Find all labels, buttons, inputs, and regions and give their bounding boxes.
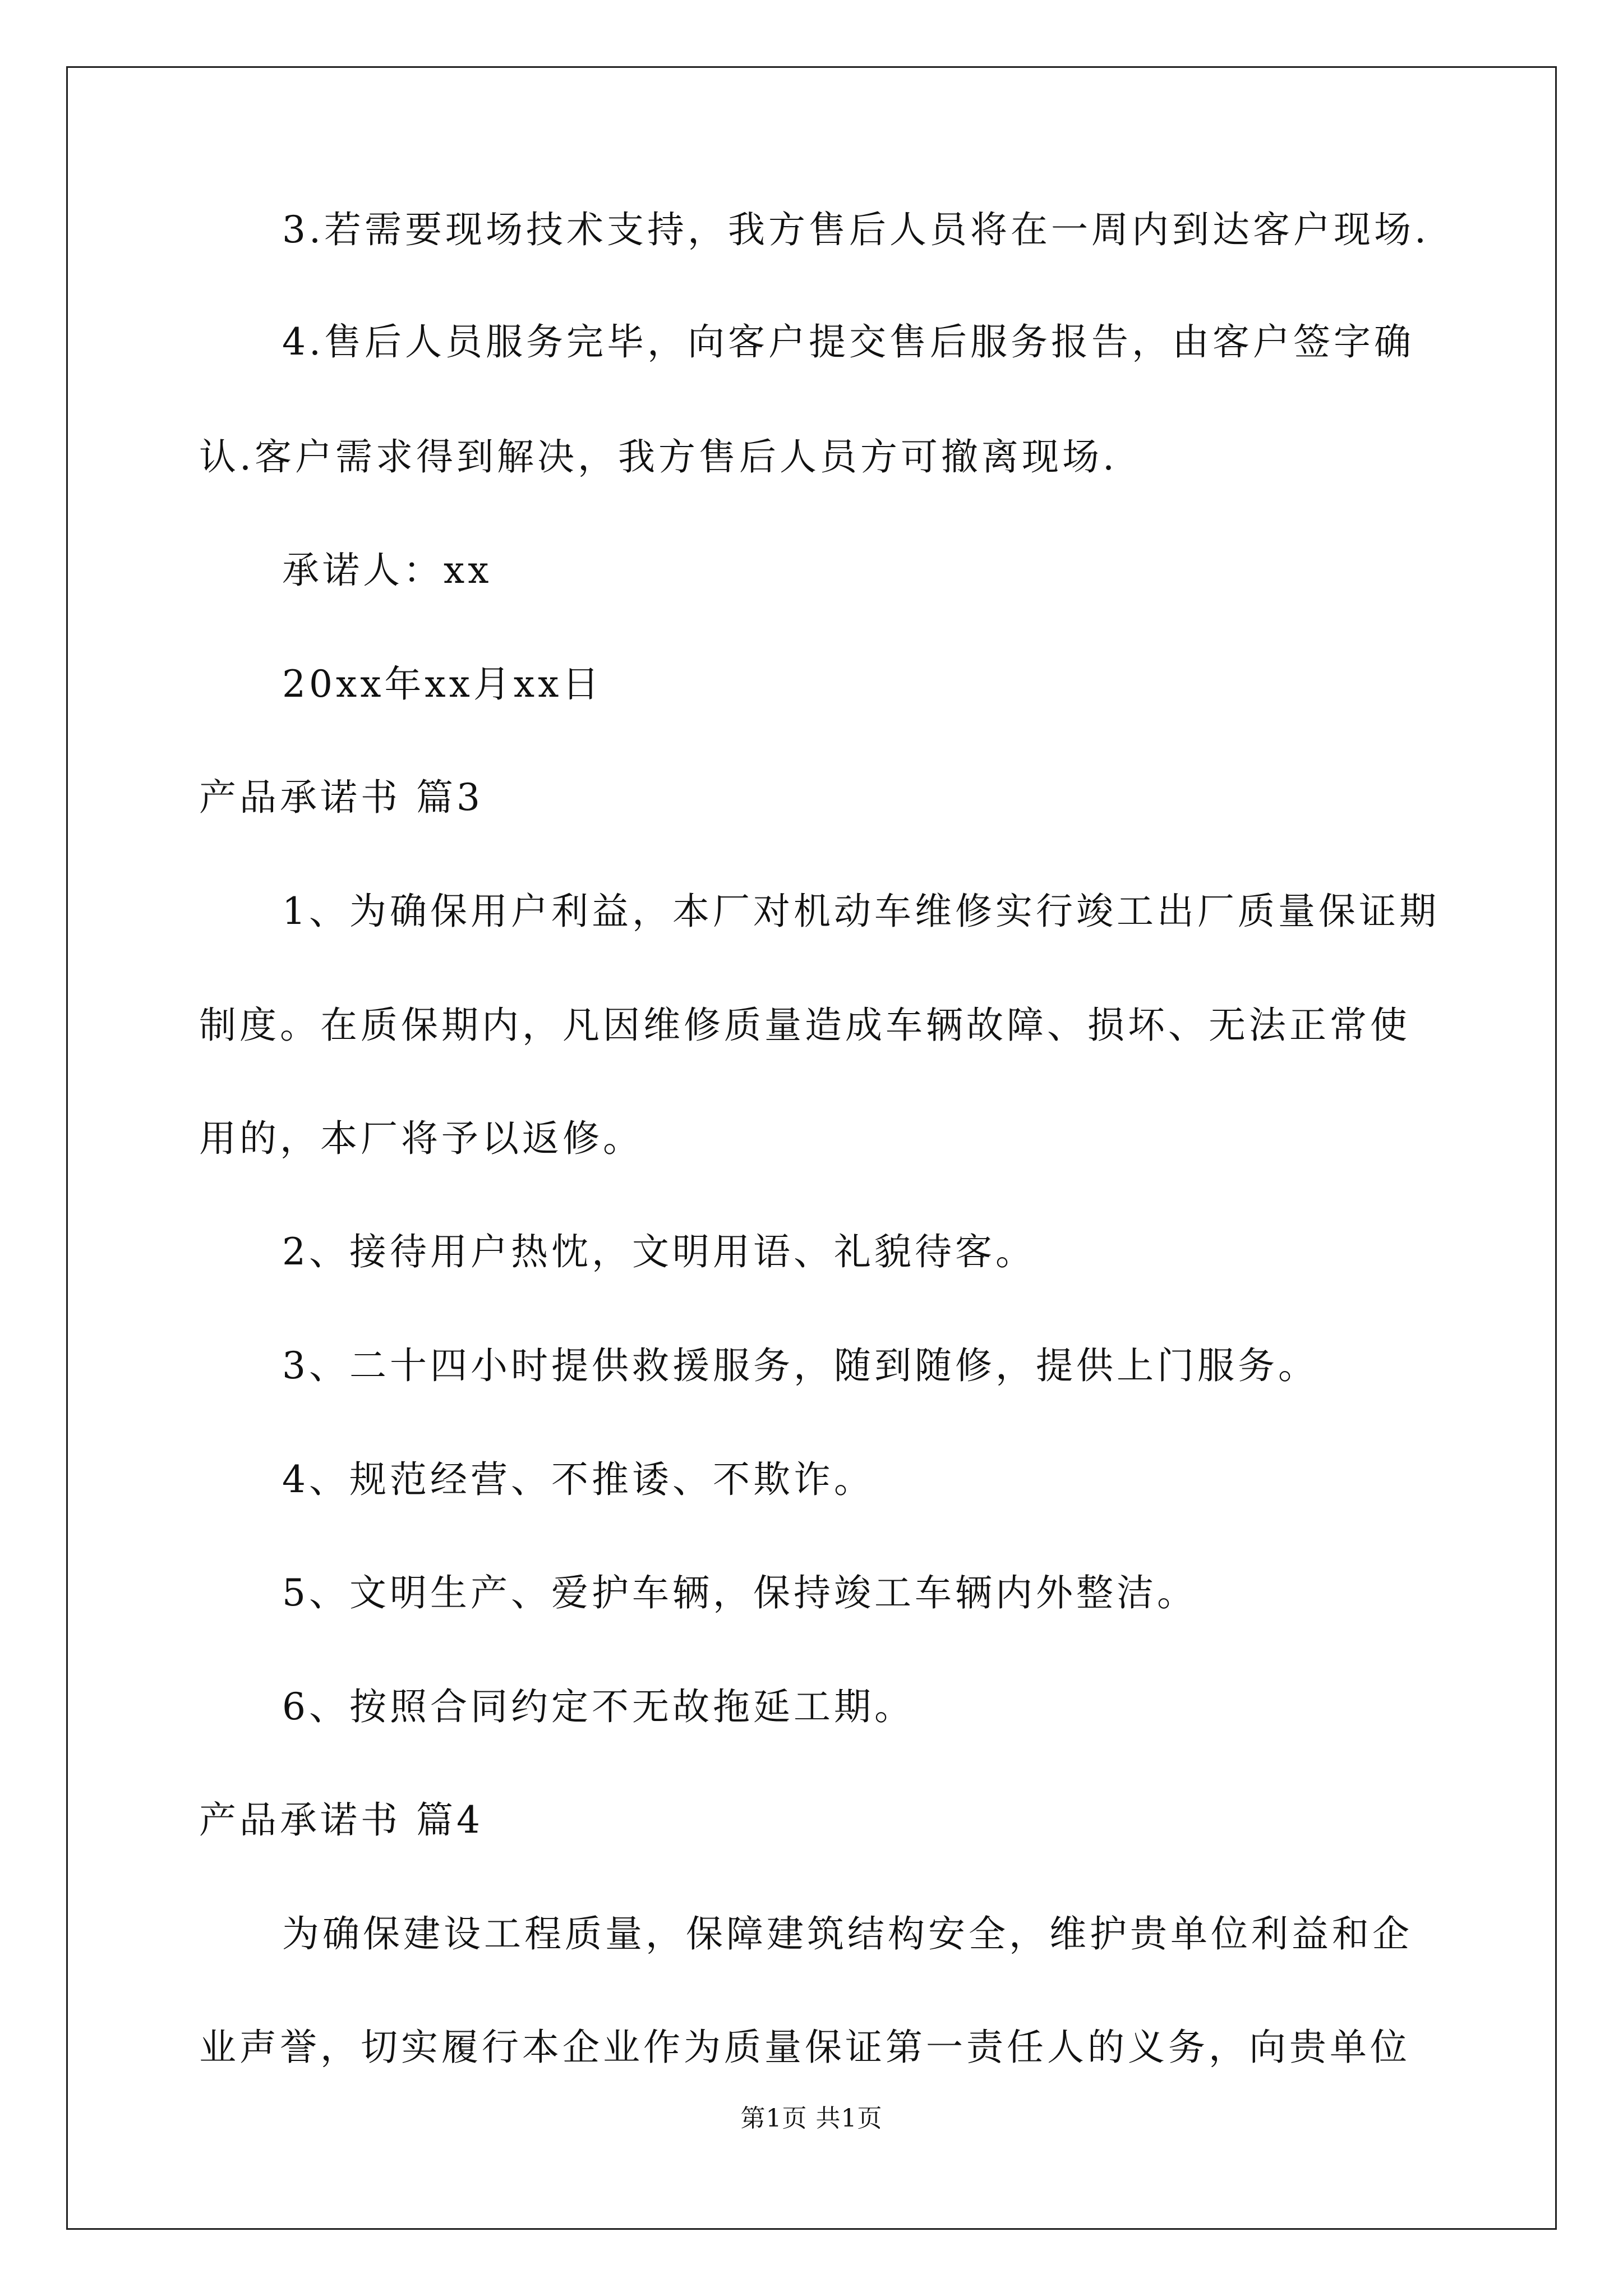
paragraph-line: 为确保建设工程质量，保障建筑结构安全，维护贵单位利益和企 [282, 1912, 1413, 1955]
paragraph-line: 5、文明生产、爱护车辆，保持竣工车辆内外整洁。 [282, 1571, 1197, 1614]
section-heading: 产品承诺书 篇4 [199, 1798, 483, 1842]
paragraph-line: 认.客户需求得到解决，我方售后人员方可撤离现场. [199, 435, 1118, 478]
paragraph-line: 业声誉，切实履行本企业作为质量保证第一责任人的义务，向贵单位 [199, 2026, 1410, 2069]
section-heading: 产品承诺书 篇3 [199, 776, 483, 819]
date-line: 20xx年xx月xx日 [282, 662, 603, 706]
page-footer: 第1页 共1页 [740, 2104, 883, 2133]
paragraph-line: 2、接待用户热忱，文明用语、礼貌待客。 [282, 1230, 1036, 1273]
paragraph-line: 用的，本厂将予以返修。 [199, 1117, 643, 1160]
paragraph-line: 制度。在质保期内，凡因维修质量造成车辆故障、损坏、无法正常使 [199, 1004, 1410, 1047]
paragraph-line: 3、二十四小时提供救援服务，随到随修，提供上门服务。 [282, 1344, 1318, 1387]
paragraph-line: 4、规范经营、不推诿、不欺诈。 [282, 1458, 874, 1501]
paragraph-line: 4.售后人员服务完毕，向客户提交售后服务报告，由客户签字确 [282, 320, 1414, 364]
signatory-line: 承诺人：xx [282, 549, 492, 592]
paragraph-line: 3.若需要现场技术支持，我方售后人员将在一周内到达客户现场. [282, 208, 1430, 251]
paragraph-line: 6、按照合同约定不无故拖延工期。 [282, 1685, 915, 1728]
paragraph-line: 1、为确保用户利益，本厂对机动车维修实行竣工出厂质量保证期 [282, 890, 1440, 933]
